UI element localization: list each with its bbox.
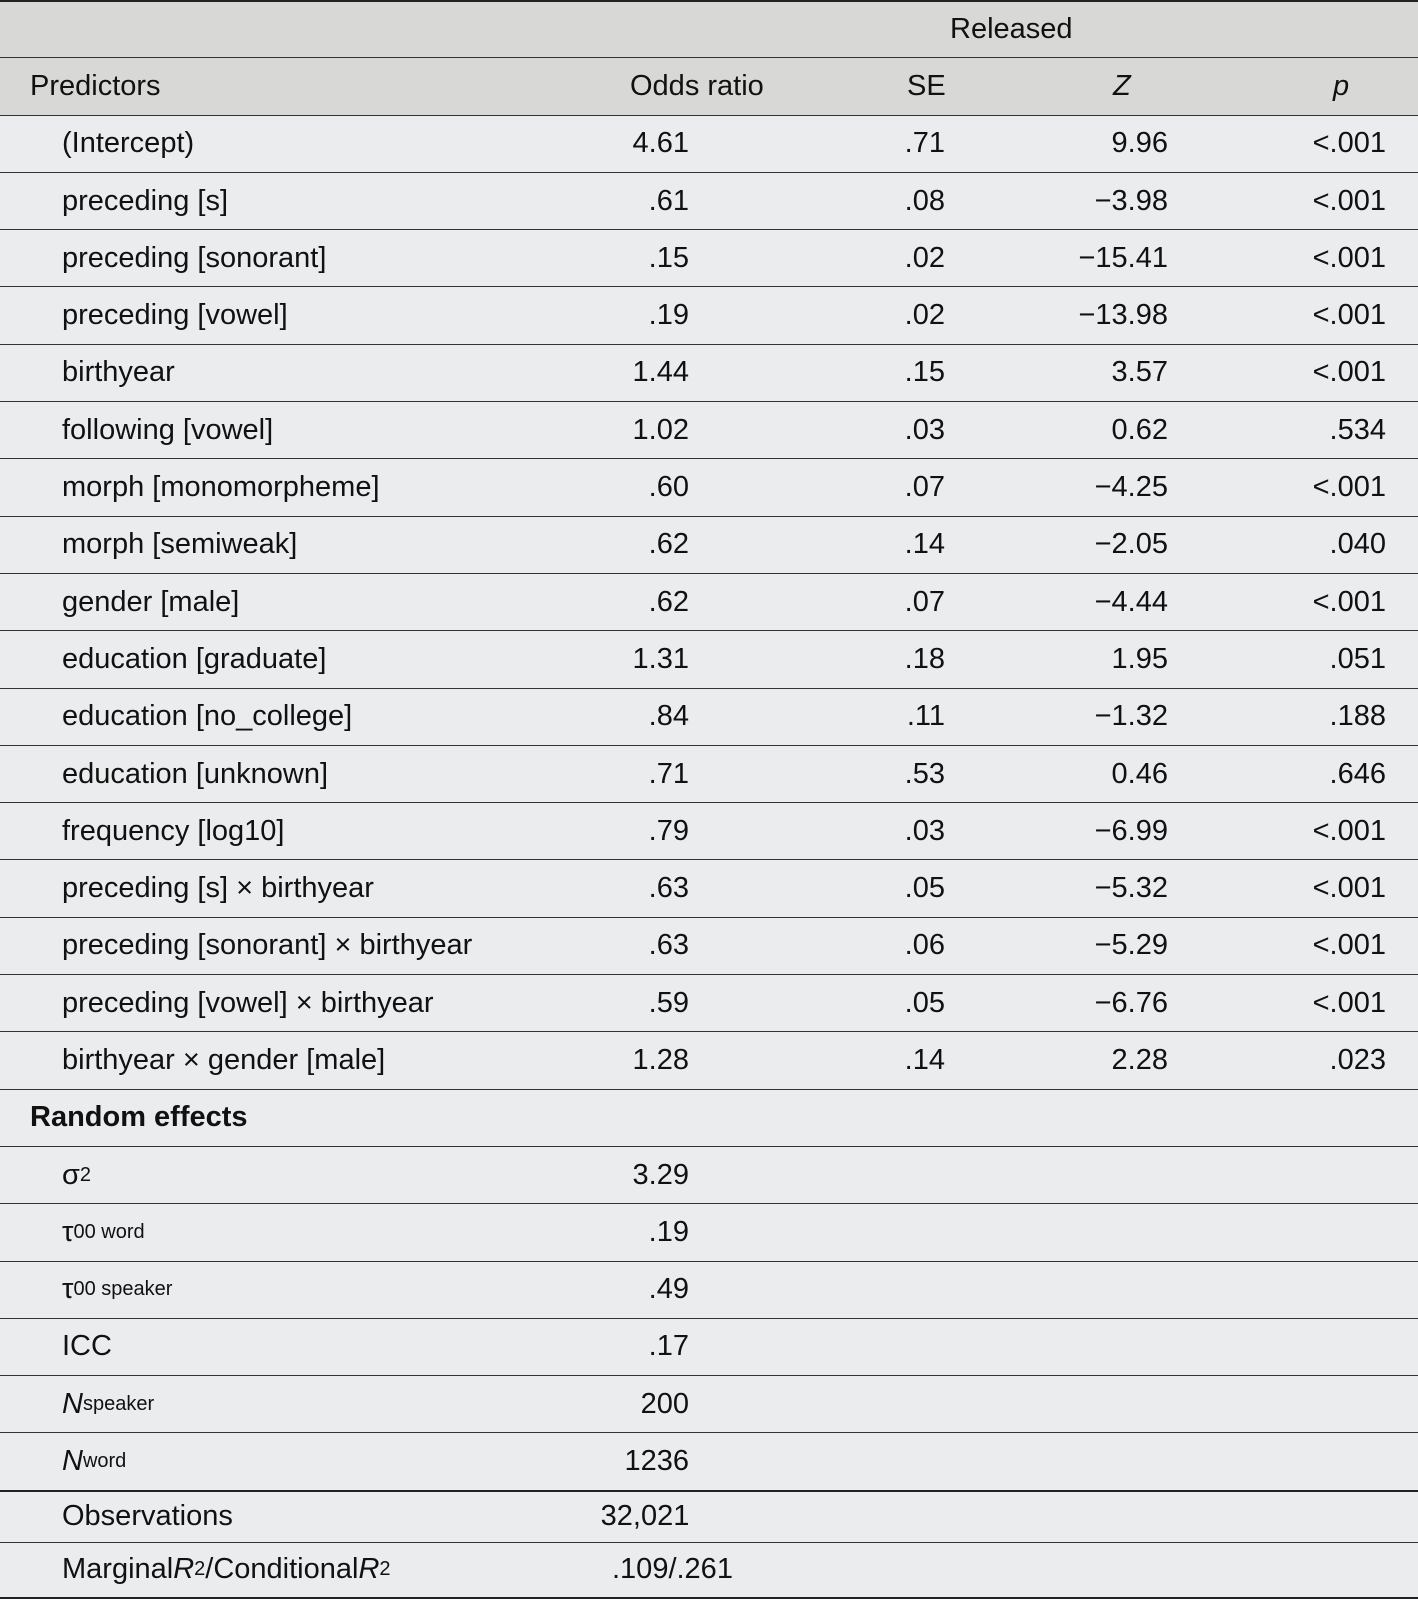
table-row (0, 344, 1418, 401)
p-cell: <.001 (1312, 585, 1386, 618)
table-row (0, 115, 1418, 172)
p-cell: .646 (1329, 757, 1386, 790)
p-cell: <.001 (1312, 299, 1386, 332)
sigma-value: 3.29 (632, 1158, 689, 1191)
z-cell: −4.44 (1094, 585, 1168, 618)
z-cell: 2.28 (1111, 1043, 1168, 1076)
p-cell: .534 (1329, 413, 1386, 446)
z-cell: −5.32 (1094, 872, 1168, 905)
re-row-sigma (0, 1146, 1418, 1203)
odds-ratio-cell: .19 (648, 299, 689, 332)
table-row (0, 401, 1418, 458)
p-cell: .188 (1329, 700, 1386, 733)
z-cell: 9.96 (1111, 127, 1168, 160)
odds-ratio-cell: .62 (648, 585, 689, 618)
p-cell: <.001 (1312, 814, 1386, 847)
se-cell: .07 (904, 585, 945, 618)
se-cell: .15 (904, 356, 945, 389)
z-cell: 0.62 (1111, 413, 1168, 446)
col-header-predictors: Predictors (30, 69, 161, 102)
predictor-label: preceding [s] (62, 184, 229, 217)
header-columns-row (0, 57, 1418, 114)
table-row (0, 516, 1418, 573)
z-cell: 0.46 (1111, 757, 1168, 790)
z-cell: −3.98 (1094, 184, 1168, 217)
table-row (0, 859, 1418, 916)
table-row (0, 974, 1418, 1031)
predictor-label: morph [monomorpheme] (62, 471, 380, 504)
odds-ratio-cell: .63 (648, 929, 689, 962)
p-cell: <.001 (1312, 356, 1386, 389)
odds-ratio-cell: 1.02 (632, 413, 689, 446)
predictor-label: preceding [vowel] (62, 299, 288, 332)
n-speaker-label: N speaker (62, 1387, 155, 1420)
se-cell: .03 (904, 814, 945, 847)
se-cell: .02 (904, 299, 945, 332)
predictor-label: education [unknown] (62, 757, 329, 790)
random-effects-header-row (0, 1089, 1418, 1146)
odds-ratio-cell: .60 (648, 471, 689, 504)
odds-ratio-cell: .63 (648, 872, 689, 905)
se-cell: .08 (904, 184, 945, 217)
z-cell: −2.05 (1094, 528, 1168, 561)
table-row (0, 630, 1418, 687)
table-row (0, 745, 1418, 802)
z-cell: −15.41 (1078, 241, 1168, 274)
col-header-se: SE (907, 69, 946, 102)
re-row-n-speaker (0, 1375, 1418, 1432)
z-cell: −6.99 (1094, 814, 1168, 847)
p-cell: <.001 (1312, 127, 1386, 160)
predictor-label: following [vowel] (62, 413, 274, 446)
icc-label: ICC (62, 1330, 112, 1363)
re-row-tau-word (0, 1203, 1418, 1260)
table-row (0, 802, 1418, 859)
se-cell: .71 (904, 127, 945, 160)
sigma-label: σ 2 (62, 1158, 92, 1191)
z-cell: 1.95 (1111, 642, 1168, 675)
icc-value: .17 (648, 1330, 689, 1363)
table-row (0, 458, 1418, 515)
tau-speaker-label: τ 00 speaker (62, 1273, 173, 1306)
tau-speaker-value: .49 (648, 1273, 689, 1306)
predictor-label: gender [male] (62, 585, 240, 618)
odds-ratio-cell: .62 (648, 528, 689, 561)
p-cell: <.001 (1312, 986, 1386, 1019)
p-cell: <.001 (1312, 184, 1386, 217)
n-word-label: N word (62, 1445, 127, 1478)
predictor-label: preceding [sonorant] × birthyear (62, 929, 473, 962)
col-header-z: Z (1113, 69, 1131, 102)
header-group-row (0, 0, 1418, 57)
table-row (0, 688, 1418, 745)
r2-label: Marginal R 2 /Conditional R 2 (62, 1553, 391, 1586)
n-word-value: 1236 (624, 1445, 689, 1478)
p-cell: <.001 (1312, 241, 1386, 274)
predictor-label: preceding [sonorant] (62, 241, 327, 274)
tau-word-label: τ 00 word (62, 1215, 145, 1248)
predictor-label: preceding [s] × birthyear (62, 872, 374, 905)
se-cell: .02 (904, 241, 945, 274)
predictor-rows (0, 115, 1418, 1089)
se-cell: .14 (904, 528, 945, 561)
predictor-label: birthyear (62, 356, 175, 389)
predictor-label: education [graduate] (62, 642, 327, 675)
odds-ratio-cell: .15 (648, 241, 689, 274)
se-cell: .14 (904, 1043, 945, 1076)
se-cell: .03 (904, 413, 945, 446)
re-row-icc (0, 1318, 1418, 1375)
tau-word-value: .19 (648, 1215, 689, 1248)
odds-ratio-cell: 1.28 (632, 1043, 689, 1076)
z-cell: −1.32 (1094, 700, 1168, 733)
z-cell: −6.76 (1094, 986, 1168, 1019)
re-row-n-word (0, 1432, 1418, 1489)
col-header-odds-ratio: Odds ratio (630, 69, 764, 102)
observations-row (0, 1490, 1418, 1542)
predictor-label: birthyear × gender [male] (62, 1043, 386, 1076)
odds-ratio-cell: .79 (648, 814, 689, 847)
p-cell: <.001 (1312, 872, 1386, 905)
table-row (0, 1031, 1418, 1088)
observations-value: 32,021 (600, 1500, 690, 1533)
se-cell: .06 (904, 929, 945, 962)
table-row (0, 917, 1418, 974)
table-row (0, 172, 1418, 229)
predictor-label: morph [semiweak] (62, 528, 298, 561)
se-cell: .05 (904, 872, 945, 905)
r2-value: .109/.261 (612, 1553, 733, 1586)
z-cell: −5.29 (1094, 929, 1168, 962)
se-cell: .53 (904, 757, 945, 790)
se-cell: .07 (904, 471, 945, 504)
p-cell: .023 (1329, 1043, 1386, 1076)
se-cell: .05 (904, 986, 945, 1019)
p-cell: .040 (1329, 528, 1386, 561)
p-cell: .051 (1329, 642, 1386, 675)
odds-ratio-cell: .71 (648, 757, 689, 790)
se-cell: .11 (906, 700, 945, 733)
predictor-label: education [no_college] (62, 700, 353, 733)
predictor-label: preceding [vowel] × birthyear (62, 986, 434, 1019)
table-row (0, 573, 1418, 630)
observations-label: Observations (62, 1500, 233, 1533)
released-group-label: Released (950, 13, 1073, 46)
odds-ratio-cell: .61 (648, 184, 689, 217)
random-effects-title: Random effects (30, 1101, 248, 1134)
table-row (0, 286, 1418, 343)
odds-ratio-cell: 1.31 (632, 642, 689, 675)
predictor-label: frequency [log10] (62, 814, 285, 847)
odds-ratio-cell: 4.61 (632, 127, 689, 160)
n-speaker-value: 200 (640, 1387, 689, 1420)
re-row-tau-speaker (0, 1261, 1418, 1318)
col-header-p: p (1333, 69, 1350, 102)
z-cell: 3.57 (1111, 356, 1168, 389)
z-cell: −4.25 (1094, 471, 1168, 504)
odds-ratio-cell: .59 (648, 986, 689, 1019)
odds-ratio-cell: 1.44 (632, 356, 689, 389)
odds-ratio-cell: .84 (648, 700, 689, 733)
se-cell: .18 (904, 642, 945, 675)
predictor-label: (Intercept) (62, 127, 195, 160)
r2-row (0, 1542, 1418, 1599)
z-cell: −13.98 (1078, 299, 1168, 332)
table-row (0, 229, 1418, 286)
p-cell: <.001 (1312, 929, 1386, 962)
p-cell: <.001 (1312, 471, 1386, 504)
